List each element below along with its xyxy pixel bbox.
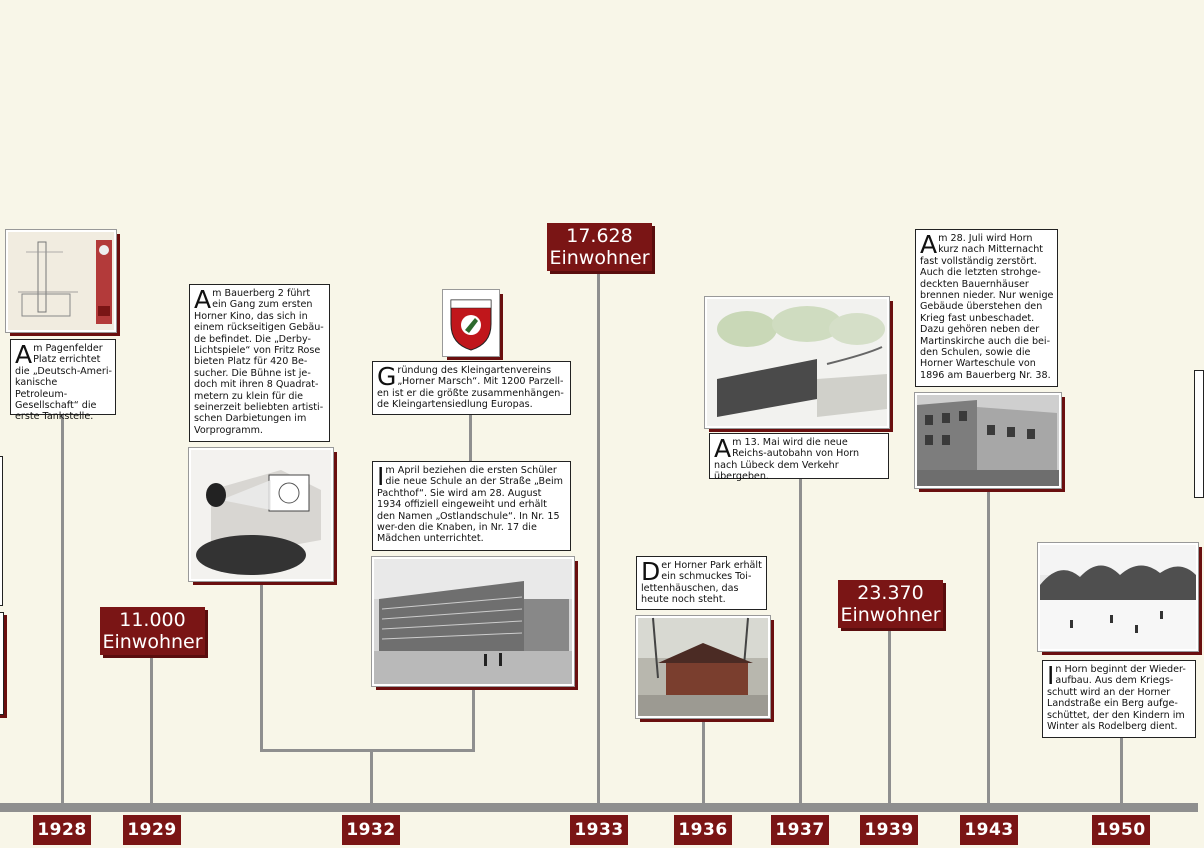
event-1937-text: Am 13. Mai wird die neue Reichs-autobahn von Horn nach Lübeck dem Verkehr übergeben.: [709, 433, 889, 479]
population-badge-1929: [100, 607, 205, 655]
connector-1932-right: [472, 684, 475, 752]
autobahn-sketch-image: [705, 297, 889, 428]
connector-1932-left: [260, 580, 263, 752]
population-value: 17.628: [566, 225, 633, 247]
connector-1939: [888, 628, 891, 806]
offscreen-card-right: [1194, 370, 1204, 498]
event-1928-text: Am Pagenfelder Platz errichtet die „Deutsch-Ameri-kanische Petroleum-Gesellschaft“ die erste Tankstelle.: [10, 339, 116, 415]
park-toilet-photo-icon: [638, 618, 768, 716]
offscreen-card-left-top: [0, 456, 3, 606]
connector-1932-bracket: [260, 749, 475, 752]
sledding-photo-image: [1038, 543, 1198, 651]
connector-1933: [597, 270, 600, 806]
year-1933: 1933: [570, 815, 628, 845]
event-1943-text: Am 28. Juli wird Horn kurz nach Mitternacht fast vollständig zerstört. Auch die letzten strohge-deckten Bauernhäuser brennen nieder. Nur wenige Gebäude überstehen den Krieg fast unbeschadet. Dazu gehören neben der Martinskirche auch die bei-den Schulen, sowie die Horner Warteschule von 1896 am Bauerberg Nr. 38.: [915, 229, 1058, 387]
park-toilet-photo-image: [636, 616, 770, 718]
event-1936-text: Der Horner Park erhält ein schmuckes Toi-lettenhäuschen, das heute noch steht.: [636, 556, 767, 610]
sledding-photo-icon: [1040, 545, 1196, 649]
event-1932-schule-text: Im April beziehen die ersten Schüler die neue Schule an der Straße „Beim Pachthof“. Sie wird am 28. August 1934 offiziell eingeweiht und erhält den Namen „Ostlandschule“. In Nr. 15 wer-den die Knaben, in Nr. 17 die Mädchen unterrichtet.: [372, 461, 571, 551]
population-value: 23.370: [857, 582, 924, 604]
connector-1932-mid: [469, 414, 472, 462]
school-photo-image: [372, 557, 574, 686]
year-1929: 1929: [123, 815, 181, 845]
ruins-photo-icon: [917, 395, 1059, 486]
year-1939: 1939: [860, 815, 918, 845]
connector-1929: [150, 655, 153, 806]
ruins-photo-image: [915, 393, 1061, 488]
year-1937: 1937: [771, 815, 829, 845]
year-1950: 1950: [1092, 815, 1150, 845]
tank-drawing-image: [6, 230, 116, 332]
cinema-sketch-icon: [191, 450, 331, 579]
population-badge-1939: [838, 580, 943, 628]
connector-1936: [702, 714, 705, 806]
population-label: Einwohner: [102, 631, 203, 653]
event-1932-kino-text: Am Bauerberg 2 führt ein Gang zum ersten Horner Kino, das sich in einem rückseitigen Gebäu-de befindet. Die „Derby-Lichtspiele“ von Fritz Rose bieten Platz für 420 Be-sucher. Die Bühne ist je-doch mit ihren 8 Quadrat-metern zu klein für die seinerzeit beliebten artisti-schen Darbietungen im Vorprogramm.: [189, 284, 330, 442]
population-label: Einwohner: [840, 604, 941, 626]
connector-1932: [370, 750, 373, 806]
event-1932-kleingarten-text: Gründung des Kleingartenvereins „Horner Marsch“. Mit 1200 Parzell-en ist er die größte zusammenhängen-de Kleingartensiedlung Europas.: [372, 361, 571, 415]
connector-1950: [1120, 737, 1123, 806]
year-1936: 1936: [674, 815, 732, 845]
population-label: Einwohner: [549, 247, 650, 269]
year-1943: 1943: [960, 815, 1018, 845]
offscreen-card-left-bottom: [0, 612, 4, 715]
club-crest-icon: [445, 292, 497, 354]
autobahn-sketch-icon: [707, 299, 887, 426]
school-photo-icon: [374, 559, 572, 684]
connector-1937: [799, 478, 802, 806]
connector-1943: [987, 486, 990, 806]
population-value: 11.000: [119, 609, 186, 631]
year-1928: 1928: [33, 815, 91, 845]
tank-drawing-icon: [8, 232, 114, 330]
event-1950-text: In Horn beginnt der Wieder-aufbau. Aus dem Kriegs-schutt wird an der Horner Landstraße ein Berg aufge-schüttet, der den Kindern im Winter als Rodelberg dient.: [1042, 660, 1196, 738]
club-crest-image: [443, 290, 499, 356]
year-1932: 1932: [342, 815, 400, 845]
cinema-sketch-image: [189, 448, 333, 581]
population-badge-1933: [547, 223, 652, 271]
connector-1928: [61, 414, 64, 806]
